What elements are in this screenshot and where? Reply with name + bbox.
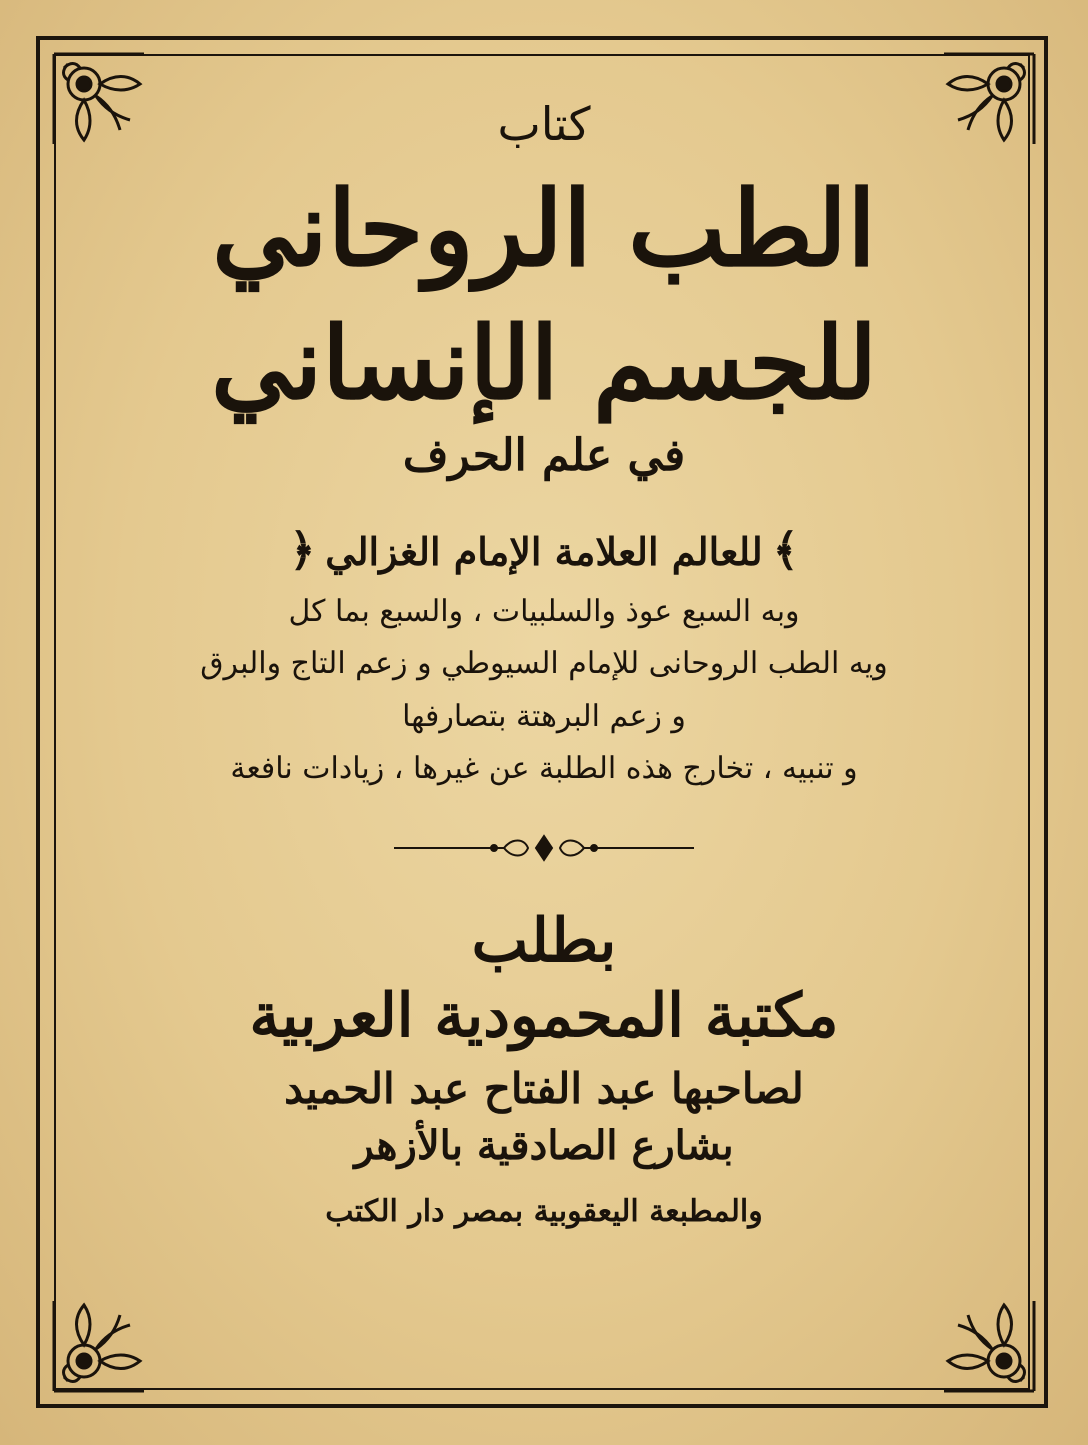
publisher-owner: لصاحبها عبد الفتاح عبد الحميد: [284, 1063, 804, 1113]
book-subtitle: في علم الحرف: [402, 430, 686, 482]
ornate-paren-open: ﴾: [772, 525, 799, 577]
book-title-line-1: الطب الروحاني: [211, 166, 876, 290]
description-line-3: و زعم البرهتة بتصارفها: [402, 698, 686, 734]
ornate-paren-close: ﴿: [289, 525, 316, 577]
book-title-line-2: للجسم الإنساني: [210, 304, 878, 423]
publisher-address: بشارع الصادقية بالأزهر: [354, 1121, 734, 1169]
description-line-1: وبه السبع عوذ والسلبيات ، والسبع بما كل: [288, 593, 800, 629]
printing-press: والمطبعة اليعقوبية بمصر دار الكتب: [325, 1193, 763, 1229]
description-line-4: و تنبيه ، تخارج هذه الطلبة عن غيرها ، زيادات نافعة: [230, 751, 858, 787]
author-line: [120, 526, 968, 577]
description-line-2: ويه الطب الروحانى للإمام السيوطي و زعم التاج والبرق: [200, 646, 888, 682]
title-content: [120, 80, 968, 1380]
author-name: للعالم العلامة الإمام الغزالي: [325, 529, 763, 575]
publisher-request: بطلب: [471, 905, 617, 976]
book-label: كتاب: [497, 97, 591, 151]
divider-ornament-icon: [394, 833, 694, 863]
publisher-library: مكتبة المحمودية العربية: [249, 980, 839, 1051]
